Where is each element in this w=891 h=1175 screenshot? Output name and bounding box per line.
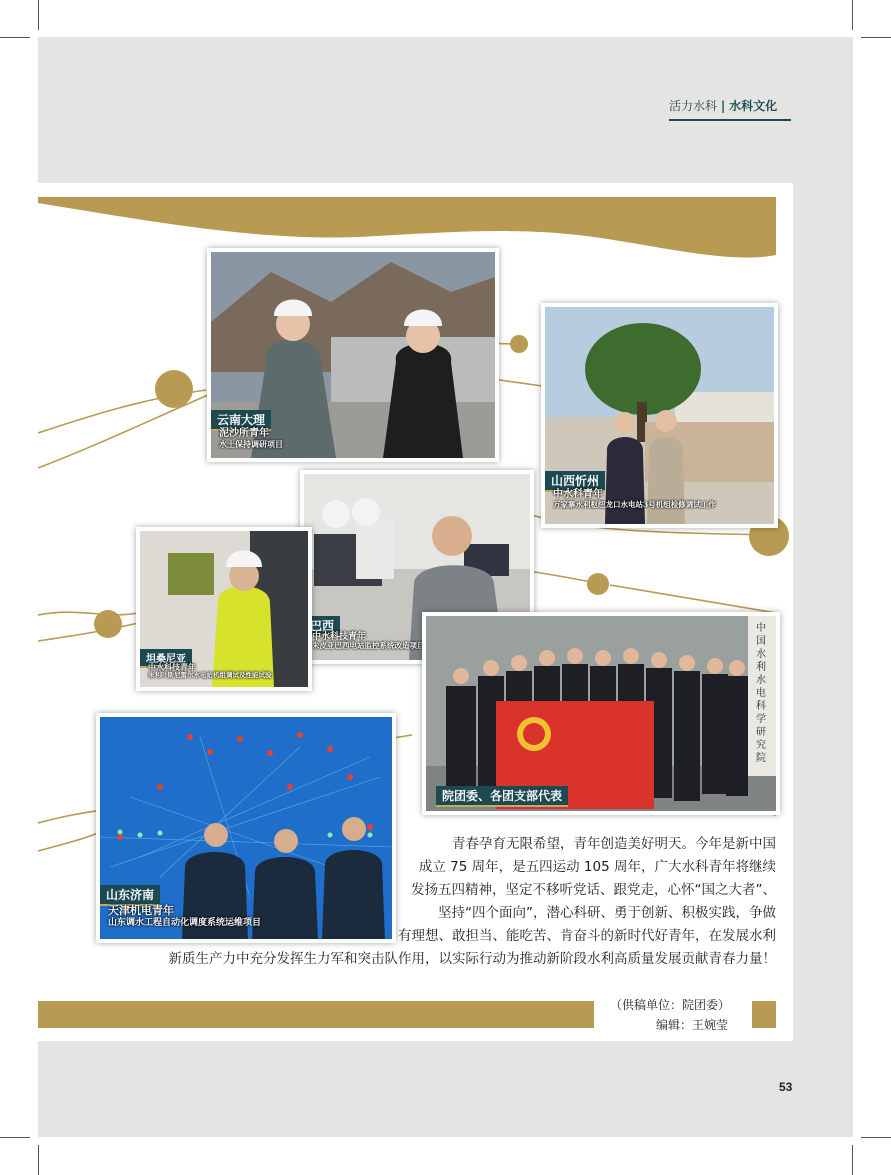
photo-shandong-jinan: [96, 713, 396, 943]
photo-caption: [553, 489, 716, 509]
photo-caption-group: 中水科技青年: [148, 662, 196, 672]
crop-mark: [861, 1137, 891, 1138]
crop-mark: [861, 37, 891, 38]
photo-tanzania: [136, 527, 312, 691]
crop-mark: [852, 0, 853, 30]
photo-caption-project: 山东调水工程自动化调度系统运维项目: [108, 917, 262, 928]
photo-caption-project: 朱皮亚巴西电站监控系统改造项目: [312, 641, 425, 651]
body-line: 青春孕育无限希望，青年创造美好明天。今年是新中国: [452, 836, 776, 852]
editor-credit: 编辑：王婉莹: [656, 1018, 729, 1032]
page-number: 53: [779, 1080, 793, 1094]
photo-caption-project: 朱利叶斯尼雷尔水电站机组调试及性能试验: [148, 671, 272, 680]
photo-caption-project: 水土保持调研项目: [219, 438, 283, 449]
photo-caption-group: 天津机电青年: [108, 904, 174, 917]
photo-location-label: 坦桑尼亚: [140, 649, 192, 668]
body-line: 成立 75 周年，是五四运动 105 周年，广大水科青年将继续: [418, 859, 776, 875]
photo-youth-league-group: [422, 612, 780, 815]
photo-shanxi-xinzhou: [541, 303, 778, 528]
source-credit: （供稿单位：院团委）: [610, 998, 731, 1012]
section-header: [669, 97, 791, 121]
photo-yunnan-dali: [207, 248, 499, 462]
photo-caption: [108, 905, 261, 928]
photo-caption: [148, 663, 272, 680]
photo-caption-project: 万家寨水利枢纽龙口水电站3号机组检修调试工作: [553, 499, 716, 509]
section-name: 活力水科: [669, 99, 718, 113]
photo-caption-group: 中水科青年: [553, 489, 603, 500]
crop-mark: [38, 0, 39, 30]
photo-location-label: 山西忻州: [545, 471, 605, 492]
body-line: 有理想、敢担当、能吃苦、肯奋斗的新时代好青年，在发展水利: [398, 928, 776, 944]
photo-location-label: 巴西: [304, 616, 340, 637]
crop-mark: [0, 1137, 30, 1138]
photo-location-label: 山东济南: [100, 885, 160, 906]
photo-caption-group: 中水科技青年: [312, 632, 367, 642]
photo-caption: [219, 428, 283, 449]
body-line: 发扬五四精神，坚定不移听党话、跟党走，心怀“国之大者”、: [411, 882, 776, 898]
section-subname: 水科文化: [729, 99, 778, 113]
section-separator: |: [720, 99, 726, 113]
photo-caption-group: 泥沙所青年: [219, 428, 269, 439]
photo-location-label: 院团委、各团支部代表: [436, 786, 568, 807]
crop-mark: [38, 1145, 39, 1175]
crop-mark: [852, 1145, 853, 1175]
body-line: 坚持“四个面向”，潜心科研、勇于创新、积极实践，争做: [438, 905, 776, 921]
photo-caption: [312, 632, 425, 651]
photo-location-label: 云南大理: [211, 410, 271, 431]
crop-mark: [0, 37, 30, 38]
photo-scene: [426, 616, 776, 811]
institute-sign: 中国水利水电科学研究院: [756, 623, 766, 764]
body-line: 新质生产力中充分发挥生力军和突击队作用，以实际行动为推动新阶段水利高质量发展贡献青春力量！: [168, 951, 776, 967]
